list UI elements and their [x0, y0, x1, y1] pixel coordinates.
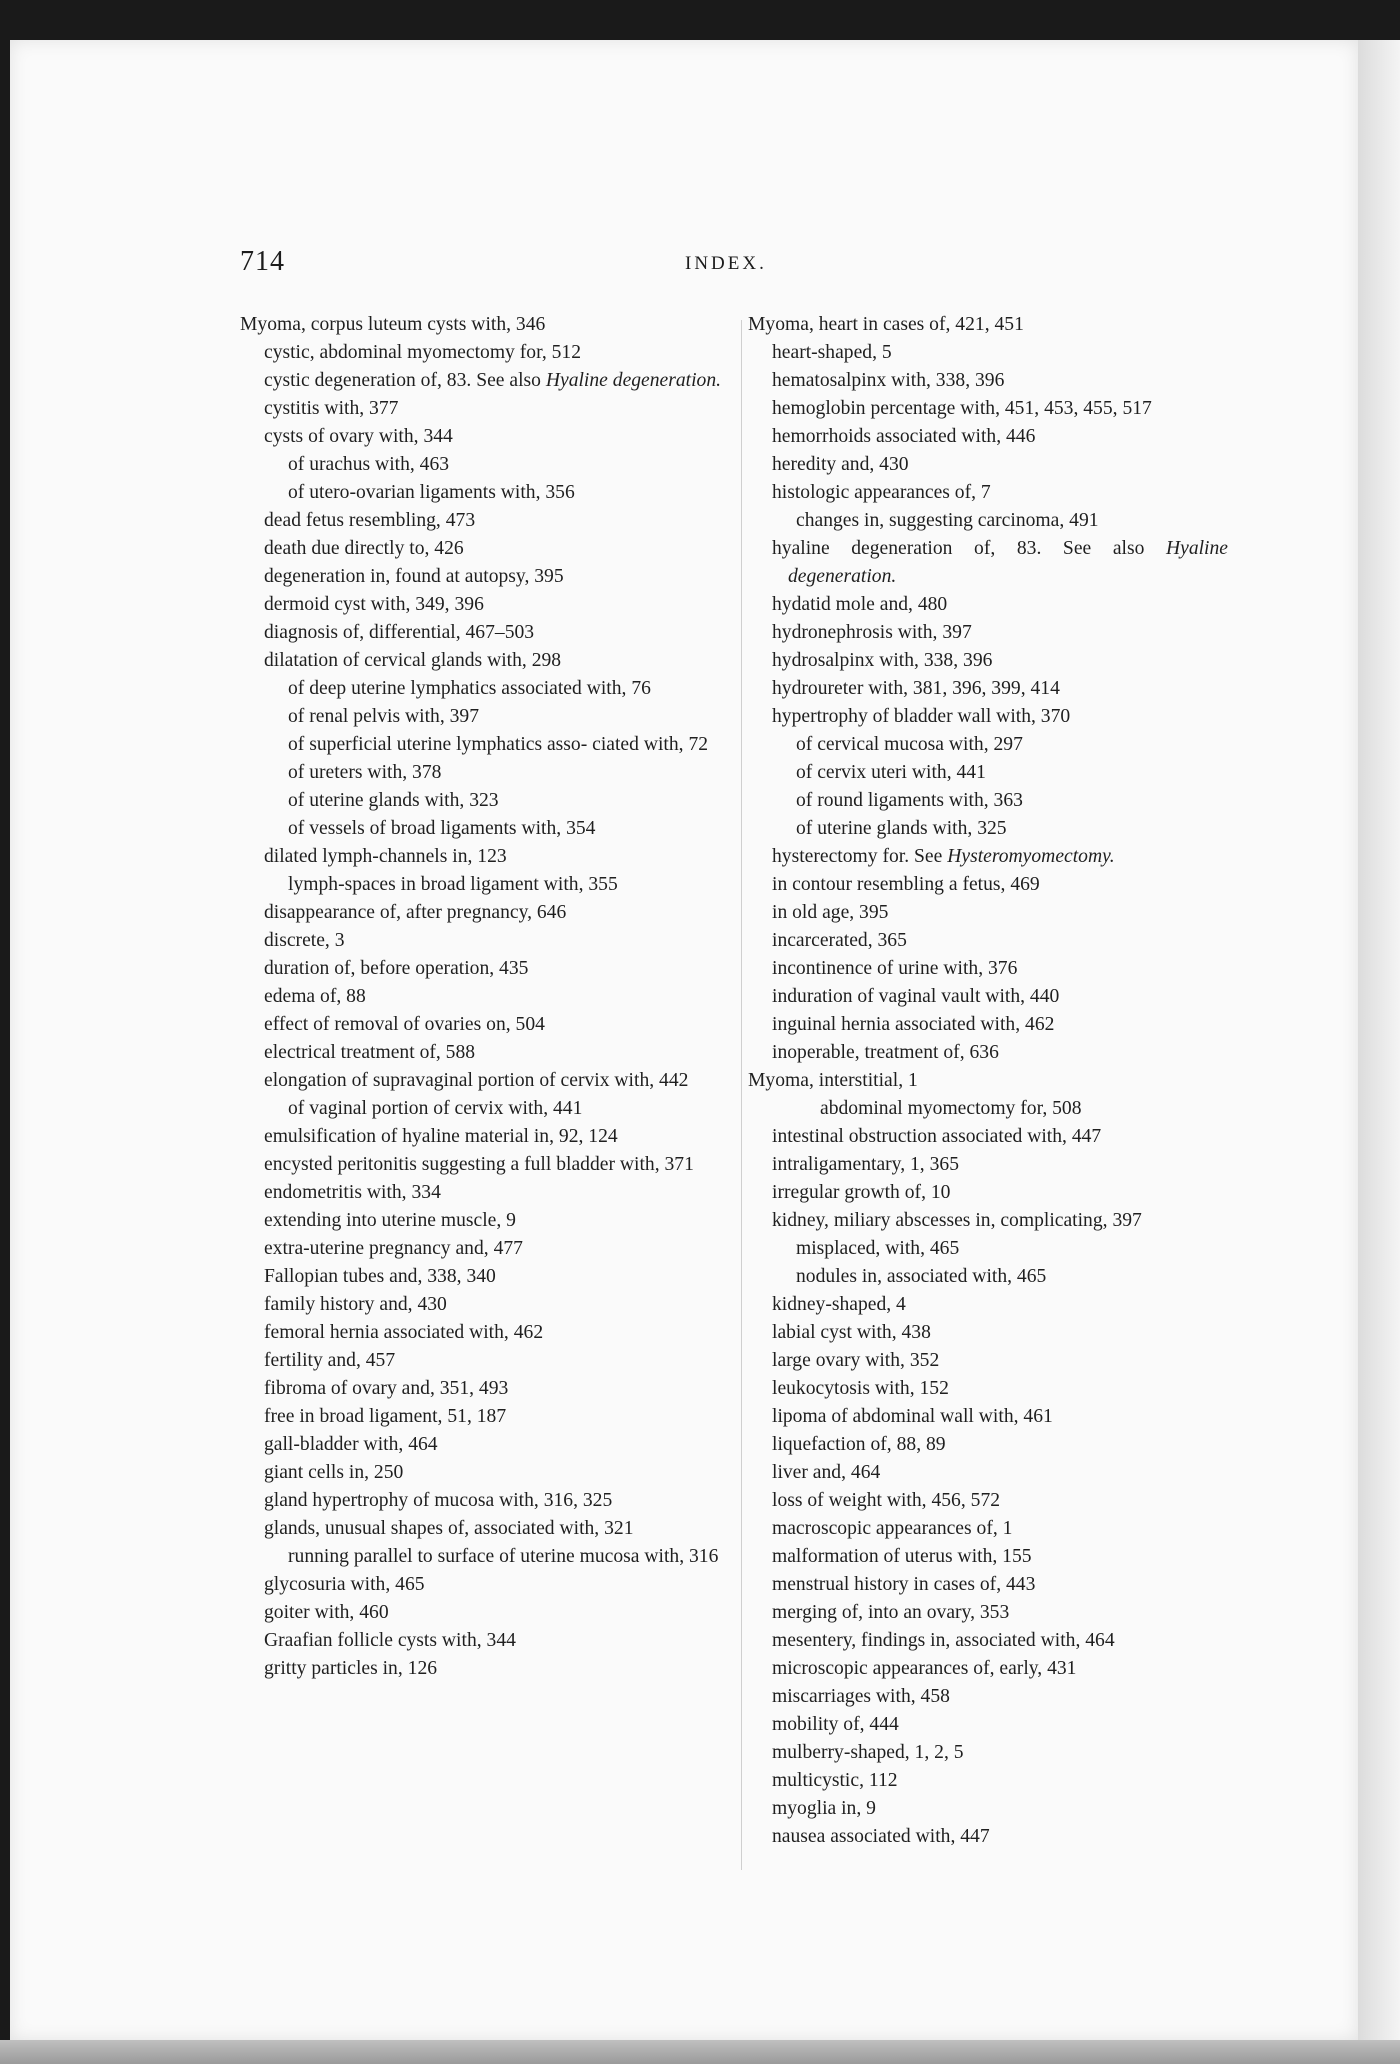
index-entry	[240, 423, 725, 451]
index-entry	[240, 703, 725, 731]
index-entry	[748, 311, 1228, 339]
index-entry	[240, 1627, 725, 1655]
index-entry	[240, 451, 725, 479]
index-entry	[240, 311, 725, 339]
index-entry	[240, 1459, 725, 1487]
index-entry-text: mobility of, 444	[772, 1714, 899, 1735]
index-entry	[240, 395, 725, 423]
index-entry	[240, 339, 725, 367]
index-entry-text: menstrual history in cases of, 443	[772, 1574, 1036, 1595]
index-entry	[748, 1571, 1228, 1599]
index-entry-text: of round ligaments with, 363	[796, 790, 1023, 811]
index-entry	[748, 1151, 1228, 1179]
index-entry-text: emulsification of hyaline material in, 92, 124	[264, 1126, 618, 1147]
index-entry-text: of urachus with, 463	[288, 454, 450, 475]
index-entry	[748, 1459, 1228, 1487]
index-entry	[748, 1207, 1228, 1235]
index-entry	[240, 955, 725, 983]
index-entry	[748, 1431, 1228, 1459]
index-entry-text: inoperable, treatment of, 636	[772, 1042, 999, 1063]
index-entry-text: cystic degeneration of, 83. See also	[264, 370, 546, 391]
index-entry-text: miscarriages with, 458	[772, 1686, 950, 1707]
index-entry	[748, 1767, 1228, 1795]
index-entry-text: diagnosis of, differential, 467–503	[264, 622, 535, 643]
index-entry-text: incontinence of urine with, 376	[772, 958, 1018, 979]
index-entry-text: fibroma of ovary and, 351, 493	[264, 1378, 509, 1399]
index-entry	[240, 647, 725, 675]
cross-reference: Hyaline degeneration.	[788, 538, 1228, 587]
index-entry-text: intraligamentary, 1, 365	[772, 1154, 959, 1175]
index-entry	[748, 507, 1228, 535]
index-entry-text: encysted peritonitis suggesting a full bladder with, 371	[264, 1154, 694, 1175]
index-entry	[748, 787, 1228, 815]
index-entry-text: hydroureter with, 381, 396, 399, 414	[772, 678, 1060, 699]
index-entry-text: loss of weight with, 456, 572	[772, 1490, 1001, 1511]
index-entry-text: lymph-spaces in broad ligament with, 355	[288, 874, 618, 895]
index-entry	[240, 1179, 725, 1207]
index-entry	[748, 1683, 1228, 1711]
index-entry	[240, 367, 725, 395]
index-entry-text: hypertrophy of bladder wall with, 370	[772, 706, 1071, 727]
index-entry	[748, 1291, 1228, 1319]
index-entry	[748, 339, 1228, 367]
index-entry-text: kidney, miliary abscesses in, complicating, 397	[772, 1210, 1142, 1231]
index-entry	[240, 1319, 725, 1347]
index-entry	[748, 731, 1228, 759]
index-entry-text: myoglia in, 9	[772, 1798, 876, 1819]
index-entry	[240, 1431, 725, 1459]
page-number: 714	[240, 246, 285, 277]
index-entry-text: labial cyst with, 438	[772, 1322, 931, 1343]
index-entry	[240, 563, 725, 591]
index-entry	[240, 731, 725, 759]
running-head: INDEX.	[685, 253, 767, 274]
index-entry-text: gall-bladder with, 464	[264, 1434, 438, 1455]
index-entry	[240, 1599, 725, 1627]
index-entry-text: of cervical mucosa with, 297	[796, 734, 1023, 755]
index-entry-text: goiter with, 460	[264, 1602, 389, 1623]
index-entry-text: in contour resembling a fetus, 469	[772, 874, 1040, 895]
index-entry	[240, 759, 725, 787]
index-entry-text: femoral hernia associated with, 462	[264, 1322, 544, 1343]
index-entry-text: dilatation of cervical glands with, 298	[264, 650, 562, 671]
index-entry-text: mesentery, findings in, associated with, 464	[772, 1630, 1115, 1651]
index-entry-text: dilated lymph-channels in, 123	[264, 846, 507, 867]
index-entry	[748, 1179, 1228, 1207]
index-entry	[748, 955, 1228, 983]
index-entry	[240, 843, 725, 871]
index-entry-text: hemoglobin percentage with, 451, 453, 455, 517	[772, 398, 1152, 419]
index-entry-text: gland hypertrophy of mucosa with, 316, 325	[264, 1490, 613, 1511]
index-entry	[240, 1151, 725, 1179]
index-entry	[748, 1655, 1228, 1683]
index-entry	[240, 1011, 725, 1039]
index-entry-text: endometritis with, 334	[264, 1182, 441, 1203]
index-column-right	[748, 311, 1228, 1851]
index-entry-text: leukocytosis with, 152	[772, 1378, 949, 1399]
page-bottom-edge	[0, 2040, 1400, 2064]
index-entry	[748, 1795, 1228, 1823]
index-entry-text: glands, unusual shapes of, associated with, 321	[264, 1518, 634, 1539]
index-entry-text: cysts of ovary with, 344	[264, 426, 453, 447]
index-entry-text: microscopic appearances of, early, 431	[772, 1658, 1077, 1679]
index-entry-text: histologic appearances of, 7	[772, 482, 991, 503]
index-entry	[748, 619, 1228, 647]
index-entry	[748, 591, 1228, 619]
index-entry	[240, 535, 725, 563]
index-entry	[748, 1515, 1228, 1543]
index-entry	[240, 1095, 725, 1123]
index-entry	[748, 703, 1228, 731]
column-divider	[741, 320, 742, 1870]
index-entry-text: malformation of uterus with, 155	[772, 1546, 1032, 1567]
index-entry	[748, 983, 1228, 1011]
index-entry-text: large ovary with, 352	[772, 1350, 940, 1371]
index-entry	[748, 1599, 1228, 1627]
book-page	[10, 40, 1358, 2040]
index-entry	[748, 871, 1228, 899]
index-entry	[240, 619, 725, 647]
index-entry-text: running parallel to surface of uterine mucosa with, 316	[288, 1546, 719, 1567]
index-entry	[748, 1347, 1228, 1375]
index-entry-text: of deep uterine lymphatics associated with, 76	[288, 678, 651, 699]
index-entry-text: of ureters with, 378	[288, 762, 442, 783]
index-entry	[240, 1403, 725, 1431]
index-entry	[748, 1319, 1228, 1347]
index-entry-text: liquefaction of, 88, 89	[772, 1434, 946, 1455]
index-entry-text: incarcerated, 365	[772, 930, 907, 951]
cross-reference: Hysteromyomectomy.	[947, 846, 1115, 867]
index-entry-text: of cervix uteri with, 441	[796, 762, 986, 783]
index-entry	[748, 423, 1228, 451]
index-column-left	[240, 311, 725, 1683]
index-entry-text: kidney-shaped, 4	[772, 1294, 906, 1315]
index-entry-text: intestinal obstruction associated with, 447	[772, 1126, 1102, 1147]
index-entry	[748, 367, 1228, 395]
index-entry	[748, 1123, 1228, 1151]
index-entry-text: of uterine glands with, 325	[796, 818, 1007, 839]
index-entry	[240, 675, 725, 703]
index-entry-text: Graafian follicle cysts with, 344	[264, 1630, 516, 1651]
index-entry-text: hemorrhoids associated with, 446	[772, 426, 1036, 447]
index-entry-text: Myoma, heart in cases of, 421, 451	[748, 314, 1024, 335]
index-entry-text: abdominal myomectomy for, 508	[820, 1098, 1082, 1119]
index-entry-text: of vaginal portion of cervix with, 441	[288, 1098, 583, 1119]
index-entry-text: cystitis with, 377	[264, 398, 399, 419]
index-entry-text: of superficial uterine lymphatics asso- ciated with, 72	[288, 734, 709, 755]
index-entry-text: extra-uterine pregnancy and, 477	[264, 1238, 523, 1259]
index-entry-text: nausea associated with, 447	[772, 1826, 990, 1847]
index-entry-text: hydronephrosis with, 397	[772, 622, 972, 643]
index-entry-text: multicystic, 112	[772, 1770, 898, 1791]
index-entry-text: duration of, before operation, 435	[264, 958, 529, 979]
index-entry	[748, 815, 1228, 843]
index-entry	[240, 787, 725, 815]
index-entry-text: inguinal hernia associated with, 462	[772, 1014, 1055, 1035]
cross-reference: Hyaline degeneration.	[545, 370, 722, 391]
index-entry-text: macroscopic appearances of, 1	[772, 1518, 1013, 1539]
index-entry-text: liver and, 464	[772, 1462, 881, 1483]
index-entry-text: fertility and, 457	[264, 1350, 396, 1371]
index-entry	[748, 1403, 1228, 1431]
index-entry-text: irregular growth of, 10	[772, 1182, 951, 1203]
index-entry-text: gritty particles in, 126	[264, 1658, 438, 1679]
index-entry-text: degeneration in, found at autopsy, 395	[264, 566, 564, 587]
index-entry	[748, 535, 1228, 591]
index-entry-text: of renal pelvis with, 397	[288, 706, 480, 727]
index-entry-text: Fallopian tubes and, 338, 340	[264, 1266, 496, 1287]
index-entry-text: of utero-ovarian ligaments with, 356	[288, 482, 575, 503]
index-entry	[748, 1711, 1228, 1739]
index-entry	[748, 1375, 1228, 1403]
index-entry	[748, 1263, 1228, 1291]
index-entry-text: merging of, into an ovary, 353	[772, 1602, 1010, 1623]
index-entry-text: Myoma, interstitial, 1	[748, 1070, 918, 1091]
index-entry	[240, 591, 725, 619]
index-entry	[240, 479, 725, 507]
index-entry	[240, 1207, 725, 1235]
index-entry	[748, 1039, 1228, 1067]
index-entry-text: edema of, 88	[264, 986, 366, 1007]
index-entry	[748, 1543, 1228, 1571]
index-entry-text: of vessels of broad ligaments with, 354	[288, 818, 596, 839]
index-entry-text: dermoid cyst with, 349, 396	[264, 594, 484, 615]
index-entry	[240, 871, 725, 899]
index-entry	[240, 983, 725, 1011]
index-entry-text: of uterine glands with, 323	[288, 790, 499, 811]
index-entry-text: giant cells in, 250	[264, 1462, 404, 1483]
index-entry	[748, 1235, 1228, 1263]
index-entry-text: changes in, suggesting carcinoma, 491	[796, 510, 1099, 531]
index-entry	[748, 1011, 1228, 1039]
index-entry	[240, 1235, 725, 1263]
index-entry	[748, 1095, 1228, 1123]
index-entry	[240, 1655, 725, 1683]
index-entry	[748, 1627, 1228, 1655]
index-entry	[748, 843, 1228, 871]
index-entry-text: glycosuria with, 465	[264, 1574, 425, 1595]
index-entry	[748, 899, 1228, 927]
index-entry-text: death due directly to, 426	[264, 538, 464, 559]
index-entry	[240, 1291, 725, 1319]
index-entry	[240, 1039, 725, 1067]
index-entry-text: hematosalpinx with, 338, 396	[772, 370, 1005, 391]
index-entry	[748, 1739, 1228, 1767]
index-entry	[240, 1571, 725, 1599]
index-entry	[240, 507, 725, 535]
index-entry-text: dead fetus resembling, 473	[264, 510, 476, 531]
index-entry	[748, 759, 1228, 787]
index-entry	[240, 1067, 725, 1095]
index-entry-text: cystic, abdominal myomectomy for, 512	[264, 342, 582, 363]
index-entry	[748, 395, 1228, 423]
index-entry	[748, 1823, 1228, 1851]
index-entry	[748, 479, 1228, 507]
index-entry-text: electrical treatment of, 588	[264, 1042, 476, 1063]
index-entry-text: mulberry-shaped, 1, 2, 5	[772, 1742, 964, 1763]
index-entry-text: effect of removal of ovaries on, 504	[264, 1014, 545, 1035]
index-entry	[748, 1067, 1228, 1095]
index-entry-text: induration of vaginal vault with, 440	[772, 986, 1060, 1007]
index-entry-text: lipoma of abdominal wall with, 461	[772, 1406, 1053, 1427]
index-entry	[240, 1123, 725, 1151]
index-entry	[748, 1487, 1228, 1515]
index-entry	[240, 1375, 725, 1403]
index-entry	[748, 927, 1228, 955]
index-entry	[240, 1515, 725, 1543]
index-entry	[240, 927, 725, 955]
index-entry-text: Myoma, corpus luteum cysts with, 346	[240, 314, 546, 335]
index-entry-text: hydrosalpinx with, 338, 396	[772, 650, 993, 671]
index-entry-text: elongation of supravaginal portion of cervix with, 442	[264, 1070, 689, 1091]
index-entry-text: hyaline degeneration of, 83. See also	[772, 538, 1166, 559]
index-entry-text: family history and, 430	[264, 1294, 447, 1315]
index-entry-text: nodules in, associated with, 465	[796, 1266, 1047, 1287]
index-entry-text: free in broad ligament, 51, 187	[264, 1406, 507, 1427]
index-entry-text: disappearance of, after pregnancy, 646	[264, 902, 567, 923]
index-entry	[240, 899, 725, 927]
index-entry-text: heredity and, 430	[772, 454, 909, 475]
index-entry	[240, 1487, 725, 1515]
index-entry-text: discrete, 3	[264, 930, 345, 951]
index-entry-text: in old age, 395	[772, 902, 889, 923]
index-entry	[240, 1347, 725, 1375]
index-entry	[240, 1543, 725, 1571]
index-entry-text: extending into uterine muscle, 9	[264, 1210, 516, 1231]
index-entry-text: misplaced, with, 465	[796, 1238, 960, 1259]
index-entry	[748, 451, 1228, 479]
index-entry	[240, 815, 725, 843]
index-entry-text: hysterectomy for. See	[772, 846, 948, 867]
index-entry-text: hydatid mole and, 480	[772, 594, 948, 615]
index-entry-text: heart-shaped, 5	[772, 342, 892, 363]
index-entry	[748, 647, 1228, 675]
index-entry	[748, 675, 1228, 703]
index-entry	[240, 1263, 725, 1291]
